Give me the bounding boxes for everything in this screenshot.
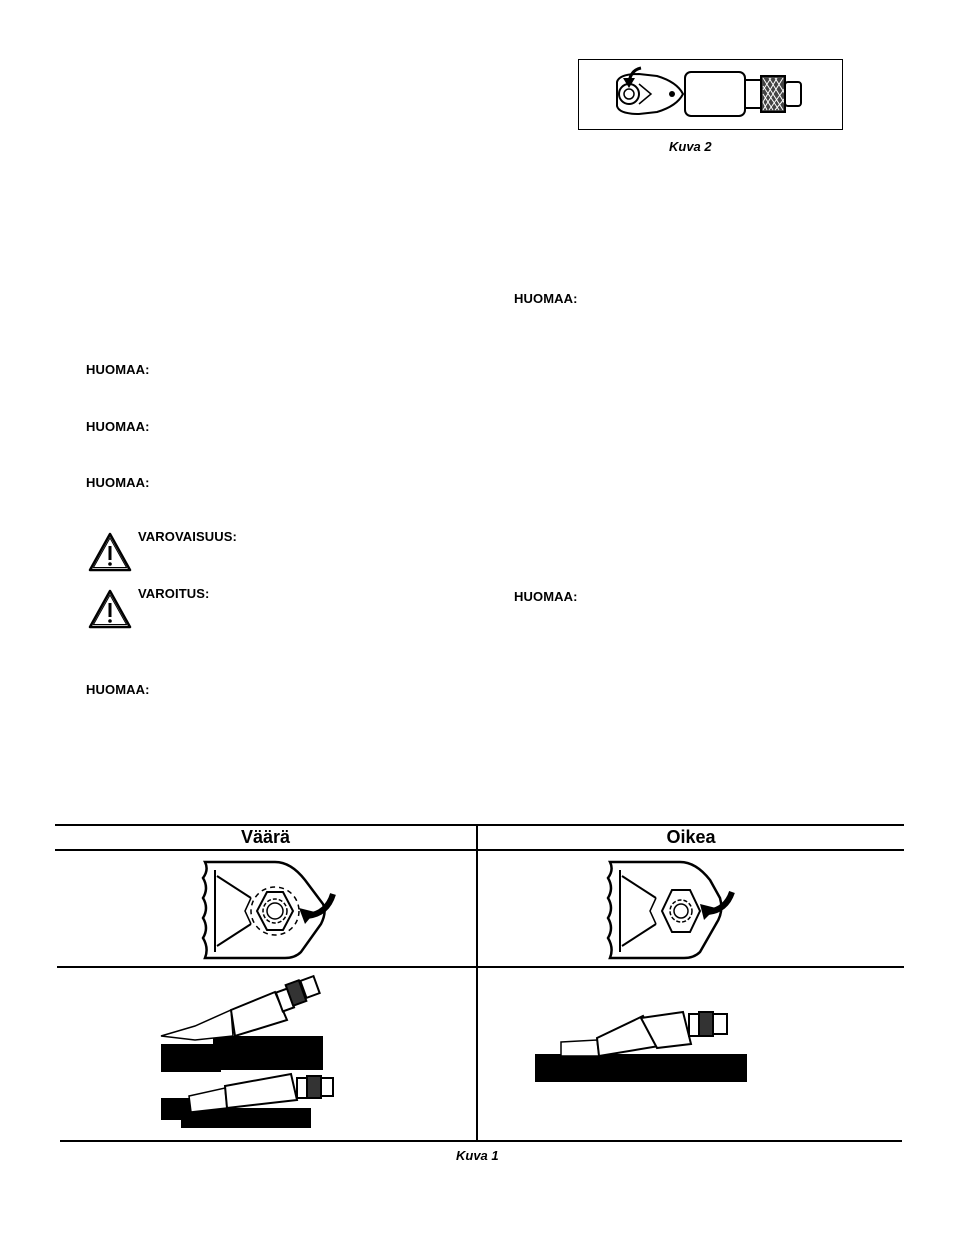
- figure-2-image: [578, 59, 843, 130]
- note-label: HUOMAA:: [86, 362, 150, 377]
- caution-label: VAROVAISUUS:: [138, 529, 237, 544]
- column-heading-wrong: Väärä: [240, 827, 291, 847]
- correct-tool-angle-image: [533, 1004, 753, 1084]
- figure-1-caption: Kuva 1: [456, 1148, 499, 1163]
- warning-triangle-icon: [88, 532, 132, 572]
- figure-2-caption: Kuva 2: [669, 139, 712, 154]
- note-label: HUOMAA:: [514, 589, 578, 604]
- note-label: HUOMAA:: [86, 475, 150, 490]
- correct-nut-position-image: [600, 858, 750, 962]
- tool-illustration: [579, 60, 842, 129]
- warning-triangle-icon: [88, 589, 132, 629]
- note-label: HUOMAA:: [86, 682, 150, 697]
- note-label: HUOMAA:: [86, 419, 150, 434]
- wrong-nut-position-image: [195, 858, 345, 962]
- wrong-tool-angle-image: [155, 974, 355, 1134]
- warning-label: VAROITUS:: [138, 586, 210, 601]
- note-label: HUOMAA:: [514, 291, 578, 306]
- figure-1-table: [55, 824, 904, 1142]
- column-heading-correct: Oikea: [666, 827, 716, 847]
